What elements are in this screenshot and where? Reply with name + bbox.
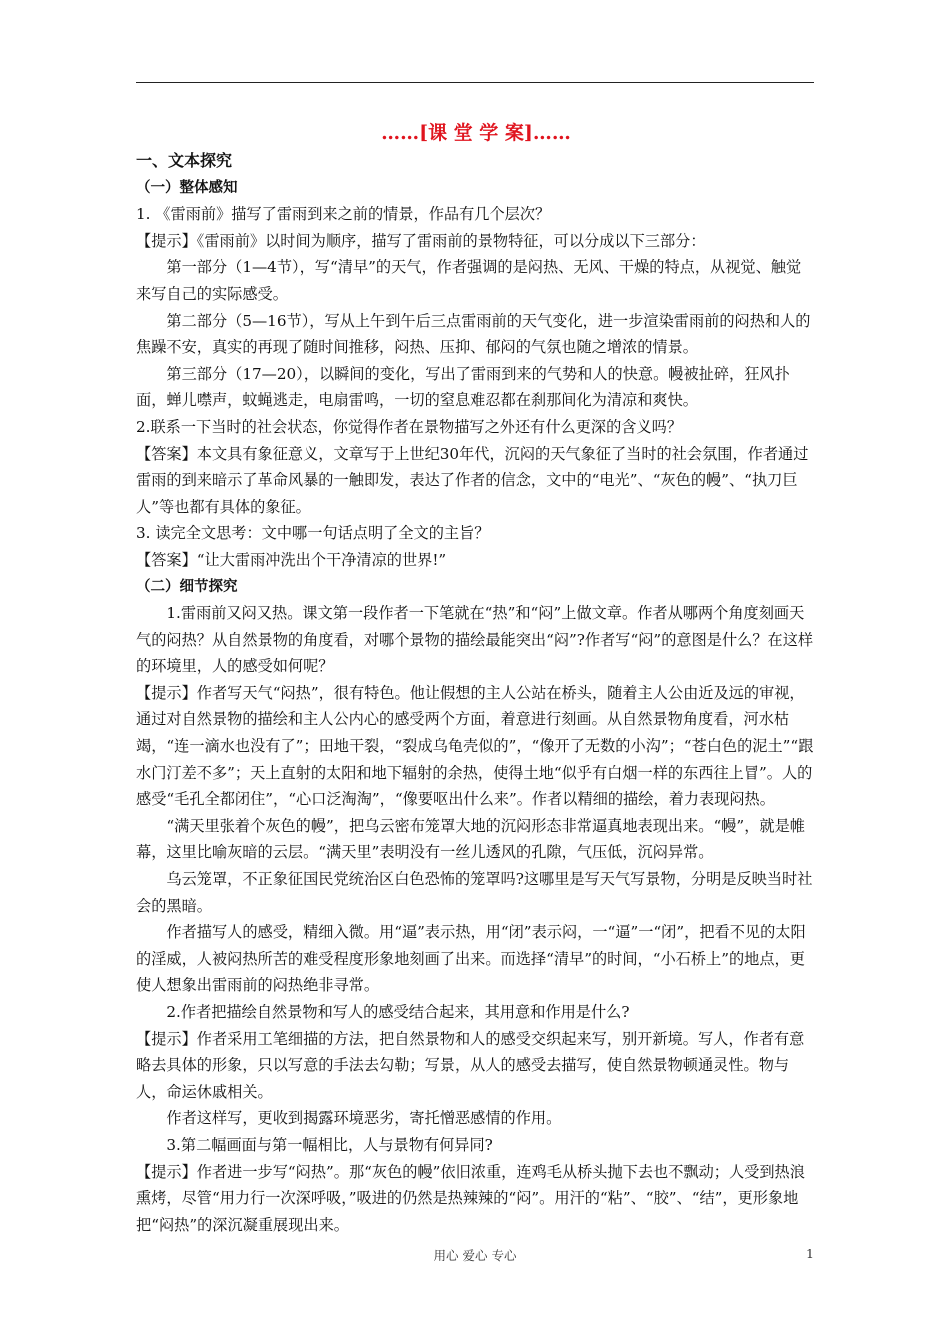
- subsection-heading-overall: （一）整体感知: [136, 179, 238, 196]
- detail-hint-3: 【提示】作者进一步写“闷热”。那“灰色的幔”依旧浓重，连鸡毛从桥头抛下去也不飘动；人受到热浪熏烤，尽管“用力行一次深呼吸，”吸进的仍然是热辣辣的“闷”。用汗的“粘”、“胶”、“结”，更形象地把“闷热”的深沉凝重展现出来。: [136, 1162, 805, 1234]
- question-1: 1. 《雷雨前》描写了雷雨到来之前的情景，作品有几个层次？: [136, 205, 551, 224]
- detail-paragraph-4: 作者这样写，更收到揭露环境恶劣，寄托憎恶感情的作用。: [166, 1109, 562, 1128]
- footer-motto: 用心 爱心 专心: [433, 1248, 517, 1263]
- detail-question-1: 1.雷雨前又闷又热。课文第一段作者一下笔就在“热”和“闷”上做文章。作者从哪两个角度刻画天气的闷热？从自然景物的角度看，对哪个景物的描绘最能突出“闷”?作者写“闷”的意图是什么？在这样的环境里，人的感受如何呢？: [136, 604, 814, 676]
- content-body: [136, 118, 816, 1238]
- subsection-heading-detail: （二）细节探究: [136, 578, 238, 595]
- answer-3: 【答案】“让大雷雨冲洗出个干净清凉的世界!”: [136, 550, 447, 569]
- question-3: 3. 读完全文思考：文中哪一句话点明了全文的主旨？: [136, 524, 490, 543]
- hint-1: 【提示】《雷雨前》以时间为顺序，描写了雷雨前的景物特征，可以分成以下三部分：: [136, 231, 706, 250]
- section-heading: 一、文本探究: [136, 151, 233, 170]
- question-2: 2.联系一下当时的社会状态，你觉得作者在景物描写之外还有什么更深的含义吗？: [136, 417, 683, 436]
- detail-hint-2: 【提示】作者采用工笔细描的方法，把自然景物和人的感受交织起来写，别开新境。写人，作者有意略去具体的形象，只以写意的手法去勾勒；写景，从人的感受去描写，使自然景物顿通灵性。物与人，命运休戚相关。: [136, 1029, 805, 1101]
- page-title: ……[课 堂 学 案]……: [381, 122, 571, 144]
- detail-question-3: 3.第二幅画面与第一幅相比，人与景物有何异同?: [166, 1135, 493, 1154]
- detail-hint-1: 【提示】作者写天气“闷热”，很有特色。他让假想的主人公站在桥头，随着主人公由近及远的审视，通过对自然景物的描绘和主人公内心的感受两个方面，着意进行刻画。从自然景物角度看，河水枯竭，“连一滴水也没有了”；田地干裂，“裂成乌龟壳似的”，“像开了无数的小沟”；“苍白色的泥土”“跟水门汀差不多”；天上直射的太阳和地下辐射的余热，使得土地“似乎有白烟一样的东西往上冒”。人的感受“毛孔全都闭住”，“心口泛淘淘”，“像要呕出什么来”。作者以精细的描绘，着力表现闷热。: [136, 683, 814, 809]
- part-3-paragraph: 第三部分（17—20），以瞬间的变化，写出了雷雨到来的气势和人的快意。幔被扯碎，狂风扑面，蝉儿噤声，蚊蝇逃走，电扇雷鸣，一切的窒息难忍都在刹那间化为清凉和爽快。: [136, 364, 790, 410]
- part-1-paragraph: 第一部分（1—4节），写“清早”的天气，作者强调的是闷热、无风、干燥的特点，从视觉、触觉来写自己的实际感受。: [136, 258, 802, 303]
- header-rule: [136, 82, 814, 83]
- detail-question-2: 2.作者把描绘自然景物和写人的感受结合起来，其用意和作用是什么?: [166, 1003, 630, 1021]
- detail-paragraph-1: “满天里张着个灰色的幔”，把乌云密布笼罩大地的沉闷形态非常逼真地表现出来。“幔”，就是帷幕，这里比喻灰暗的云层。“满天里”表明没有一丝儿透风的孔隙，气压低，沉闷异常。: [136, 816, 805, 862]
- page-number: 1: [806, 1246, 814, 1261]
- answer-2: 【答案】本文具有象征意义，文章写于上世纪30年代，沉闷的天气象征了当时的社会氛围，作者通过雷雨的到来暗示了革命风暴的一触即发，表达了作者的信念，文中的“电光”、“灰色的幔”、“执刀巨人”等也都有具体的象征。: [136, 444, 809, 516]
- part-2-paragraph: 第二部分（5—16节），写从上午到午后三点雷雨前的天气变化，进一步渲染雷雨前的闷热和人的焦躁不安，真实的再现了随时间推移，闷热、压抑、郁闷的气氛也随之增浓的情景。: [136, 311, 811, 357]
- detail-paragraph-2: 乌云笼罩，不正象征国民党统治区白色恐怖的笼罩吗?这哪里是写天气写景物，分明是反映当时社会的黑暗。: [136, 870, 813, 915]
- detail-paragraph-3: 作者描写人的感受，精细入微。用“逼”表示热，用“闭”表示闷，一“逼”一“闭”，把看不见的太阳的淫威，人被闷热所苦的难受程度形象地刻画了出来。而选择“清早”的时间，“小石桥上”的地点，更使人想象出雷雨前的闷热绝非寻常。: [136, 923, 806, 995]
